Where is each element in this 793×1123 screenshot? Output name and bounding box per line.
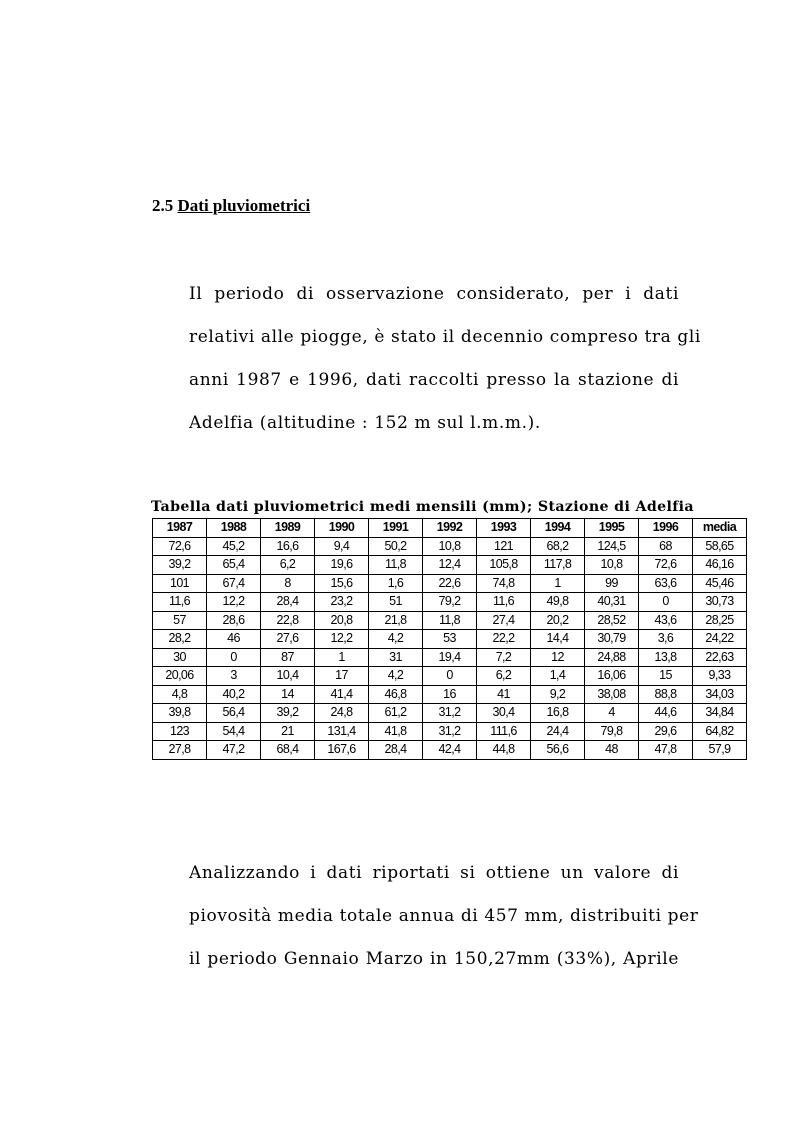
table-cell: 4,2: [369, 667, 423, 686]
table-cell: 22,2: [477, 630, 531, 649]
table-cell: 48: [585, 741, 639, 760]
table-cell: 124,5: [585, 537, 639, 556]
table-cell: 30,4: [477, 704, 531, 723]
table-cell: 123: [153, 722, 207, 741]
table-cell: 27,6: [261, 630, 315, 649]
table-row: [153, 741, 747, 760]
table-cell: 15,6: [315, 574, 369, 593]
table-cell: 0: [207, 648, 261, 667]
table-cell: 6,2: [477, 667, 531, 686]
table-cell: 23,2: [315, 593, 369, 612]
table-cell: 46: [207, 630, 261, 649]
table-cell: 167,6: [315, 741, 369, 760]
paragraph-line: relativi alle piogge, è stato il decennio compreso tra gli: [189, 327, 701, 347]
table-cell: 13,8: [639, 648, 693, 667]
table-cell: 34,84: [693, 704, 747, 723]
table-cell: 46,8: [369, 685, 423, 704]
intro-paragraph: [189, 273, 701, 445]
table-cell: 101: [153, 574, 207, 593]
table-cell: 40,2: [207, 685, 261, 704]
table-row: [153, 574, 747, 593]
table-cell: 24,88: [585, 648, 639, 667]
table-cell: 4,2: [369, 630, 423, 649]
table-row: [153, 685, 747, 704]
table-cell: 4: [585, 704, 639, 723]
table-cell: 12,2: [207, 593, 261, 612]
table-cell: 0: [639, 593, 693, 612]
table-cell: 46,16: [693, 556, 747, 575]
paragraph-line: Adelfia (altitudine : 152 m sul l.m.m.).: [189, 413, 541, 433]
column-header: 1992: [423, 519, 477, 538]
table-cell: 0: [423, 667, 477, 686]
table-cell: 14,4: [531, 630, 585, 649]
table-body: [153, 537, 747, 759]
table-row: [153, 648, 747, 667]
column-header: 1990: [315, 519, 369, 538]
column-header: media: [693, 519, 747, 538]
table-cell: 21,8: [369, 611, 423, 630]
table-cell: 64,82: [693, 722, 747, 741]
paragraph-line: il periodo Gennaio Marzo in 150,27mm (33%), Aprile: [189, 949, 679, 969]
table-cell: 24,22: [693, 630, 747, 649]
rainfall-table: [152, 518, 747, 760]
table-cell: 42,4: [423, 741, 477, 760]
table-cell: 20,8: [315, 611, 369, 630]
section-title: Dati pluviometrici: [177, 196, 311, 215]
table-cell: 20,06: [153, 667, 207, 686]
table-cell: 41,8: [369, 722, 423, 741]
table-cell: 1: [531, 574, 585, 593]
table-cell: 121: [477, 537, 531, 556]
column-header: 1991: [369, 519, 423, 538]
table-cell: 57,9: [693, 741, 747, 760]
table-cell: 11,8: [369, 556, 423, 575]
table-cell: 7,2: [477, 648, 531, 667]
table-cell: 31,2: [423, 704, 477, 723]
table-cell: 72,6: [639, 556, 693, 575]
table-cell: 3,6: [639, 630, 693, 649]
table-cell: 72,6: [153, 537, 207, 556]
table-row: [153, 630, 747, 649]
column-header: 1996: [639, 519, 693, 538]
table-cell: 74,8: [477, 574, 531, 593]
table-cell: 41,4: [315, 685, 369, 704]
column-header: 1989: [261, 519, 315, 538]
table-cell: 31: [369, 648, 423, 667]
table-cell: 88,8: [639, 685, 693, 704]
table-cell: 63,6: [639, 574, 693, 593]
table-cell: 61,2: [369, 704, 423, 723]
table-cell: 1,4: [531, 667, 585, 686]
table-cell: 14: [261, 685, 315, 704]
table-cell: 11,6: [153, 593, 207, 612]
column-header: 1987: [153, 519, 207, 538]
table-cell: 79,8: [585, 722, 639, 741]
table-cell: 9,4: [315, 537, 369, 556]
table-cell: 87: [261, 648, 315, 667]
table-cell: 28,25: [693, 611, 747, 630]
table-cell: 47,2: [207, 741, 261, 760]
table-cell: 10,8: [585, 556, 639, 575]
table-cell: 30: [153, 648, 207, 667]
table-cell: 17: [315, 667, 369, 686]
section-heading: [152, 196, 310, 216]
table-cell: 38,08: [585, 685, 639, 704]
table-cell: 47,8: [639, 741, 693, 760]
table-cell: 105,8: [477, 556, 531, 575]
table-cell: 44,6: [639, 704, 693, 723]
table-row: [153, 556, 747, 575]
table-cell: 8: [261, 574, 315, 593]
table-cell: 19,6: [315, 556, 369, 575]
table-cell: 57: [153, 611, 207, 630]
table-cell: 28,4: [261, 593, 315, 612]
table-cell: 9,33: [693, 667, 747, 686]
table-cell: 1,6: [369, 574, 423, 593]
paragraph-line: anni 1987 e 1996, dati raccolti presso la stazione di: [189, 370, 679, 390]
table-cell: 22,63: [693, 648, 747, 667]
table-cell: 27,4: [477, 611, 531, 630]
table-cell: 39,2: [153, 556, 207, 575]
paragraph-line: Il periodo di osservazione considerato, per i dati: [189, 284, 679, 304]
table-cell: 34,03: [693, 685, 747, 704]
table-cell: 45,46: [693, 574, 747, 593]
table-cell: 67,4: [207, 574, 261, 593]
table-cell: 1: [315, 648, 369, 667]
table-cell: 28,2: [153, 630, 207, 649]
table-cell: 29,6: [639, 722, 693, 741]
table-cell: 12,4: [423, 556, 477, 575]
column-header: 1994: [531, 519, 585, 538]
table-cell: 68,4: [261, 741, 315, 760]
table-cell: 49,8: [531, 593, 585, 612]
table-cell: 3: [207, 667, 261, 686]
table-cell: 31,2: [423, 722, 477, 741]
column-header: 1993: [477, 519, 531, 538]
table-cell: 43,6: [639, 611, 693, 630]
table-cell: 56,6: [531, 741, 585, 760]
table-cell: 6,2: [261, 556, 315, 575]
table-cell: 40,31: [585, 593, 639, 612]
table-cell: 28,4: [369, 741, 423, 760]
table-cell: 56,4: [207, 704, 261, 723]
table-cell: 10,4: [261, 667, 315, 686]
table-cell: 39,8: [153, 704, 207, 723]
table-cell: 16,6: [261, 537, 315, 556]
table-cell: 16,06: [585, 667, 639, 686]
column-header: 1988: [207, 519, 261, 538]
paragraph-line: piovosità media totale annua di 457 mm, distribuiti per: [189, 906, 699, 926]
table-cell: 54,4: [207, 722, 261, 741]
table-header-row: [153, 519, 747, 538]
table-row: [153, 537, 747, 556]
column-header: 1995: [585, 519, 639, 538]
table-cell: 24,4: [531, 722, 585, 741]
table-cell: 27,8: [153, 741, 207, 760]
table-cell: 30,79: [585, 630, 639, 649]
section-number: 2.5: [152, 196, 174, 215]
table-cell: 20,2: [531, 611, 585, 630]
table-cell: 19,4: [423, 648, 477, 667]
table-cell: 50,2: [369, 537, 423, 556]
table-cell: 10,8: [423, 537, 477, 556]
analysis-paragraph: [189, 852, 699, 981]
table-cell: 12,2: [315, 630, 369, 649]
table-cell: 21: [261, 722, 315, 741]
table-cell: 79,2: [423, 593, 477, 612]
table-cell: 68: [639, 537, 693, 556]
table-cell: 9,2: [531, 685, 585, 704]
table-cell: 22,8: [261, 611, 315, 630]
table-cell: 16: [423, 685, 477, 704]
table-cell: 22,6: [423, 574, 477, 593]
table-cell: 117,8: [531, 556, 585, 575]
table-cell: 51: [369, 593, 423, 612]
table-caption: Tabella dati pluviometrici medi mensili (mm); Stazione di Adelfia: [151, 499, 694, 515]
table-cell: 11,6: [477, 593, 531, 612]
table-row: [153, 593, 747, 612]
table-cell: 24,8: [315, 704, 369, 723]
table-row: [153, 667, 747, 686]
table-cell: 44,8: [477, 741, 531, 760]
table-cell: 41: [477, 685, 531, 704]
table-cell: 99: [585, 574, 639, 593]
table-cell: 11,8: [423, 611, 477, 630]
paragraph-line: Analizzando i dati riportati si ottiene un valore di: [189, 863, 679, 883]
table-cell: 12: [531, 648, 585, 667]
table-row: [153, 611, 747, 630]
table-cell: 4,8: [153, 685, 207, 704]
table-cell: 65,4: [207, 556, 261, 575]
table-cell: 16,8: [531, 704, 585, 723]
table-cell: 53: [423, 630, 477, 649]
table-cell: 15: [639, 667, 693, 686]
table-row: [153, 722, 747, 741]
table-cell: 68,2: [531, 537, 585, 556]
table-cell: 131,4: [315, 722, 369, 741]
table-cell: 28,52: [585, 611, 639, 630]
table-row: [153, 704, 747, 723]
table-cell: 45,2: [207, 537, 261, 556]
table-cell: 28,6: [207, 611, 261, 630]
table-cell: 39,2: [261, 704, 315, 723]
table-cell: 58,65: [693, 537, 747, 556]
table-cell: 30,73: [693, 593, 747, 612]
table-cell: 111,6: [477, 722, 531, 741]
